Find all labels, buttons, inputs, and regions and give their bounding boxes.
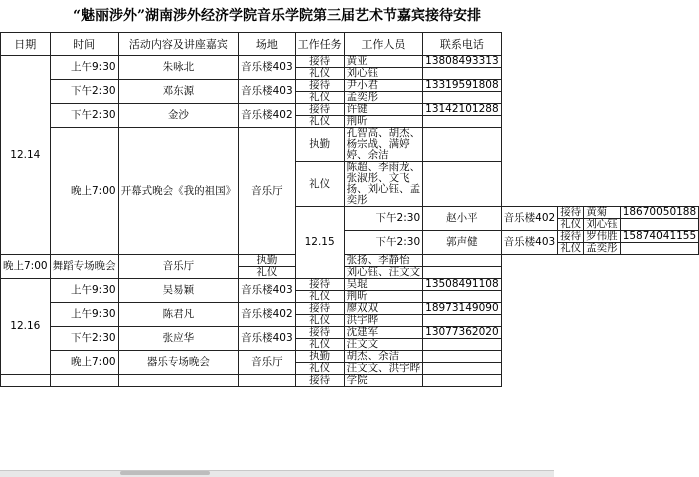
date-cell: 12.15	[295, 207, 344, 279]
venue-cell: 音乐楼402	[501, 207, 558, 231]
content-cell: 赵小平	[423, 207, 502, 231]
staff-cell: 尹小君	[344, 80, 423, 92]
venue-cell: 音乐楼402	[239, 303, 296, 327]
phone-cell: 15874041155	[620, 231, 699, 243]
phone-cell	[423, 291, 502, 303]
staff-cell: 陈超、李雨龙、张淑彤、文飞扬、刘心钰、孟奕彤	[344, 162, 423, 207]
table-row	[1, 128, 699, 162]
phone-cell	[423, 363, 502, 375]
task-cell: 执勤	[295, 351, 344, 363]
phone-cell: 18973149090	[423, 303, 502, 315]
time-cell: 下午2:30	[50, 80, 118, 104]
phone-cell	[423, 339, 502, 351]
phone-cell	[423, 351, 502, 363]
schedule-table	[0, 32, 699, 387]
content-cell: 器乐专场晚会	[118, 351, 239, 375]
content-cell: 吴易颖	[118, 279, 239, 303]
phone-cell	[423, 68, 502, 80]
header-content: 活动内容及讲座嘉宾	[118, 33, 239, 56]
task-cell: 礼仪	[295, 68, 344, 80]
staff-cell: 孟奕彤	[344, 92, 423, 104]
phone-cell	[423, 128, 502, 162]
venue-cell: 音乐厅	[118, 255, 239, 279]
task-cell: 礼仪	[295, 92, 344, 104]
header-date: 日期	[1, 33, 51, 56]
phone-cell	[423, 375, 502, 387]
scrollbar-thumb[interactable]	[120, 471, 210, 475]
table-row	[1, 303, 699, 315]
task-cell: 礼仪	[295, 291, 344, 303]
venue-cell	[239, 375, 296, 387]
time-cell: 晚上7:00	[50, 351, 118, 375]
content-cell	[118, 375, 239, 387]
content-cell: 金沙	[118, 104, 239, 128]
staff-cell: 汪文文	[344, 339, 423, 351]
time-cell: 下午2:30	[50, 327, 118, 351]
staff-cell: 罗伟胜	[584, 231, 621, 243]
venue-cell: 音乐楼402	[239, 104, 296, 128]
staff-cell: 廖双双	[344, 303, 423, 315]
task-cell: 执勤	[295, 128, 344, 162]
phone-cell: 13508491108	[423, 279, 502, 291]
phone-cell	[423, 315, 502, 327]
header-staff: 工作人员	[344, 33, 423, 56]
time-cell: 上午9:30	[50, 279, 118, 303]
table-row	[1, 104, 699, 116]
phone-cell	[423, 162, 502, 207]
task-cell: 礼仪	[295, 363, 344, 375]
task-cell: 接待	[295, 56, 344, 68]
staff-cell: 孟奕彤	[584, 243, 621, 255]
staff-cell: 刘心钰	[584, 219, 621, 231]
task-cell: 礼仪	[239, 267, 296, 279]
phone-cell	[423, 267, 502, 279]
time-cell: 晚上7:00	[1, 255, 51, 279]
venue-cell: 音乐楼403	[239, 56, 296, 80]
staff-cell: 黄菊	[584, 207, 621, 219]
venue-cell: 音乐厅	[239, 351, 296, 375]
table-row	[1, 279, 699, 291]
staff-cell: 汪文文、洪宇晔	[344, 363, 423, 375]
time-cell: 上午9:30	[50, 56, 118, 80]
task-cell: 接待	[295, 80, 344, 92]
table-row	[1, 56, 699, 68]
task-cell: 礼仪	[558, 243, 584, 255]
header-row	[1, 33, 699, 56]
table-row	[1, 80, 699, 92]
phone-cell: 18670050188	[620, 207, 699, 219]
task-cell: 礼仪	[295, 162, 344, 207]
task-cell: 礼仪	[295, 339, 344, 351]
phone-cell: 13319591808	[423, 80, 502, 92]
phone-cell	[423, 255, 502, 267]
date-cell: 12.14	[1, 56, 51, 255]
content-cell: 舞蹈专场晚会	[50, 255, 118, 279]
time-cell: 晚上7:00	[50, 128, 118, 255]
staff-cell: 吴琨	[344, 279, 423, 291]
content-cell: 郭声健	[423, 231, 502, 255]
time-cell: 下午2:30	[50, 104, 118, 128]
staff-cell: 黄亚	[344, 56, 423, 68]
staff-cell: 荆昕	[344, 116, 423, 128]
task-cell: 接待	[558, 231, 584, 243]
venue-cell: 音乐厅	[239, 128, 296, 255]
staff-cell: 刘心钰	[344, 68, 423, 80]
task-cell: 接待	[295, 375, 344, 387]
venue-cell: 音乐楼403	[501, 231, 558, 255]
task-cell: 接待	[295, 327, 344, 339]
date-cell	[1, 375, 51, 387]
staff-cell: 洪宇晔	[344, 315, 423, 327]
content-cell: 陈君凡	[118, 303, 239, 327]
staff-cell: 沈建军	[344, 327, 423, 339]
table-row	[1, 351, 699, 363]
phone-cell: 13808493313	[423, 56, 502, 68]
staff-cell: 荆昕	[344, 291, 423, 303]
staff-cell: 张扬、李静怡	[344, 255, 423, 267]
time-cell: 上午9:30	[50, 303, 118, 327]
time-cell: 下午2:30	[344, 207, 423, 231]
task-cell: 接待	[295, 279, 344, 291]
phone-cell: 13142101288	[423, 104, 502, 116]
task-cell: 接待	[558, 207, 584, 219]
phone-cell: 13077362020	[423, 327, 502, 339]
header-time: 时间	[50, 33, 118, 56]
date-cell: 12.16	[1, 279, 51, 375]
task-cell: 执勤	[239, 255, 296, 267]
content-cell: 邓东源	[118, 80, 239, 104]
phone-cell	[423, 92, 502, 104]
document-title: “魅丽涉外”湖南涉外经济学院音乐学院第三届艺术节嘉宾接待安排	[72, 8, 482, 24]
table-row	[1, 327, 699, 339]
horizontal-scrollbar[interactable]	[0, 470, 554, 477]
content-cell: 朱咏北	[118, 56, 239, 80]
task-cell: 接待	[295, 303, 344, 315]
table-row	[1, 375, 699, 387]
staff-cell: 孔智高、胡杰、杨宗战、满婷婷、余洁	[344, 128, 423, 162]
phone-cell	[620, 243, 699, 255]
header-phone: 联系电话	[423, 33, 502, 56]
task-cell: 礼仪	[295, 315, 344, 327]
venue-cell: 音乐楼403	[239, 279, 296, 303]
header-venue: 场地	[239, 33, 296, 56]
time-cell: 下午2:30	[344, 231, 423, 255]
content-cell: 开幕式晚会《我的祖国》	[118, 128, 239, 255]
phone-cell	[620, 219, 699, 231]
staff-cell: 刘心钰、汪文文	[344, 267, 423, 279]
time-cell	[50, 375, 118, 387]
task-cell: 礼仪	[295, 116, 344, 128]
table-row	[1, 255, 699, 267]
staff-cell: 胡杰、余洁	[344, 351, 423, 363]
venue-cell: 音乐楼403	[239, 327, 296, 351]
task-cell: 接待	[295, 104, 344, 116]
content-cell: 张应华	[118, 327, 239, 351]
task-cell: 礼仪	[558, 219, 584, 231]
venue-cell: 音乐楼403	[239, 80, 296, 104]
header-task: 工作任务	[295, 33, 344, 56]
staff-cell: 许键	[344, 104, 423, 116]
staff-cell: 学院	[344, 375, 423, 387]
phone-cell	[423, 116, 502, 128]
